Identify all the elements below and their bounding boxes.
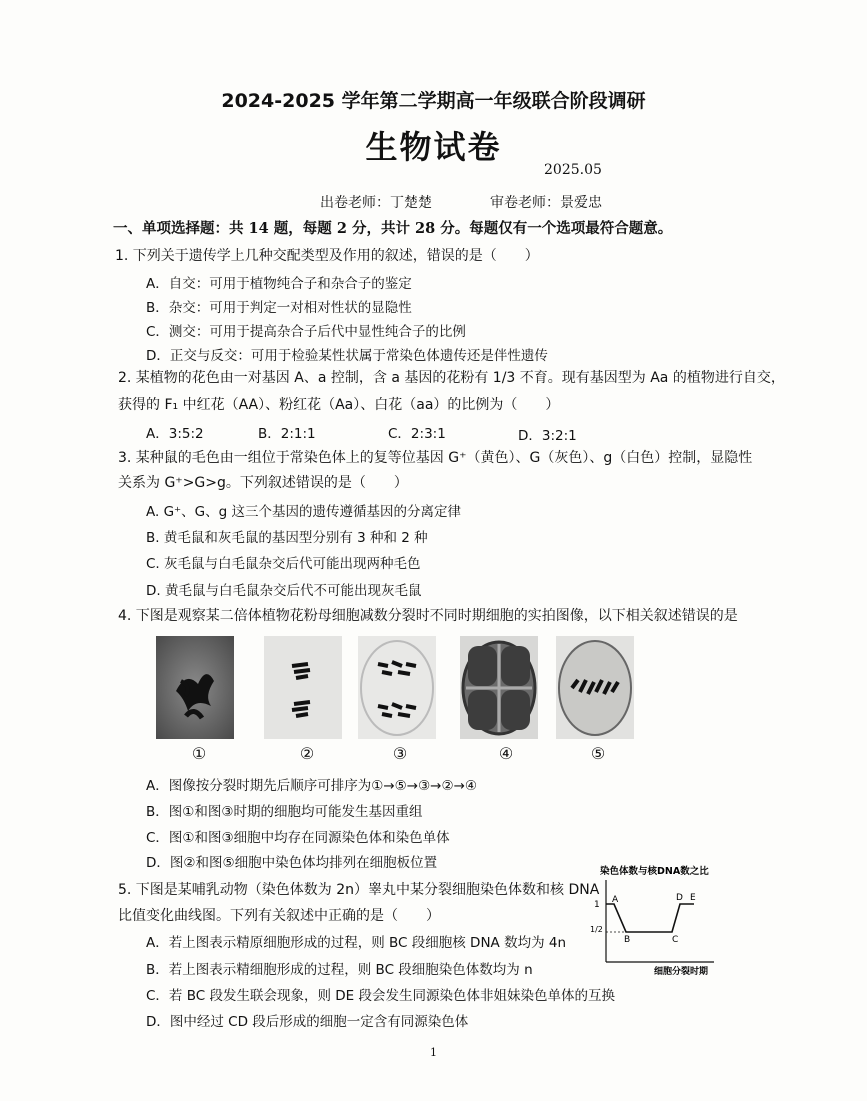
q3-option-d: D. 黄毛鼠与白毛鼠杂交后代不可能出现灰毛鼠 <box>146 583 422 599</box>
graph-tick-1: 1 <box>594 900 600 910</box>
micrograph-5 <box>556 636 634 739</box>
q1-option-c: C．测交：可用于提高杂合子后代中显性纯合子的比例 <box>146 324 466 340</box>
teacher-line <box>320 192 660 212</box>
micrograph-label-5: ⑤ <box>590 744 606 763</box>
q3-option-a: A. G⁺、G、g 这三个基因的遗传遵循基因的分离定律 <box>146 504 461 520</box>
q5-option-d: D．图中经过 CD 段后形成的细胞一定含有同源染色体 <box>146 1014 469 1030</box>
q1-stem: 1. 下列关于遗传学上几种交配类型及作用的叙述，错误的是（ ） <box>115 248 539 264</box>
q3-option-c: C. 灰毛鼠与白毛鼠杂交后代可能出现两种毛色 <box>146 556 421 572</box>
q3-stem-line2: 关系为 G⁺>G>g。下列叙述错误的是（ ） <box>118 475 408 491</box>
q5-option-a: A．若上图表示精原细胞形成的过程，则 BC 段细胞核 DNA 数均为 4n <box>146 935 567 951</box>
exam-date: 2025.05 <box>544 162 602 178</box>
micrograph-label-3: ③ <box>392 744 408 763</box>
q5-stem-line2: 比值变化曲线图。下列有关叙述中正确的是（ ） <box>118 908 440 924</box>
q4-option-b: B．图①和图③时期的细胞均可能发生基因重组 <box>146 804 423 820</box>
exam-title: 2024-2025 学年第二学期高一年级联合阶段调研 <box>221 90 646 112</box>
q3-option-b: B. 黄毛鼠和灰毛鼠的基因型分别有 3 种和 2 种 <box>146 530 428 546</box>
section-heading: 一、单项选择题：共 14 题，每题 2 分，共计 28 分。每题仅有一个选项最符合题意。 <box>113 220 673 237</box>
q4-option-a: A．图像按分裂时期先后顺序可排序为①→⑤→③→②→④ <box>146 778 477 794</box>
q2-option-c: C．2:3:1 <box>388 426 446 442</box>
graph-point-d: D <box>676 893 683 903</box>
q3-stem-line1: 3. 某种鼠的毛色由一组位于常染色体上的复等位基因 G⁺（黄色）、G（灰色）、g（白色）控制，显隐性 <box>118 450 753 466</box>
graph-ylabel: 染色体数与核DNA数之比 <box>600 866 709 877</box>
graph-curve <box>606 904 694 932</box>
graph-tick-half: 1/2 <box>590 925 603 934</box>
q2-option-b: B．2:1:1 <box>258 426 316 442</box>
micrograph-1 <box>156 636 234 739</box>
q4-stem: 4. 下图是观察某二倍体植物花粉母细胞减数分裂时不同时期细胞的实拍图像，以下相关叙述错误的是 <box>118 608 738 624</box>
graph-point-b: B <box>624 935 631 945</box>
graph-point-c: C <box>672 935 679 945</box>
q4-option-d: D．图②和图⑤细胞中染色体均排列在细胞板位置 <box>146 855 438 871</box>
q1-option-a: A．自交：可用于植物纯合子和杂合子的鉴定 <box>146 276 412 292</box>
micrograph-4 <box>460 636 538 739</box>
q2-option-d: D．3:2:1 <box>518 428 577 444</box>
graph-point-e: E <box>690 893 696 903</box>
q4-option-c: C．图①和图③细胞中均存在同源染色体和染色单体 <box>146 830 450 846</box>
q1-option-d: D．正交与反交：可用于检验某性状属于常染色体遗传还是伴性遗传 <box>146 348 548 364</box>
micrograph-label-2: ② <box>299 744 315 763</box>
q2-stem-line2: 获得的 F₁ 中红花（AA）、粉红花（Aa）、白花（aa）的比例为（ ） <box>118 397 560 413</box>
ratio-graph <box>590 860 720 978</box>
page-number: 1 <box>430 1046 437 1059</box>
q5-stem-line1: 5. 下图是某哺乳动物（染色体数为 2n）睾丸中某分裂细胞染色体数和核 DNA <box>118 882 600 898</box>
q1-option-b: B．杂交：可用于判定一对相对性状的显隐性 <box>146 300 412 316</box>
q2-option-a: A．3:5:2 <box>146 426 204 442</box>
micrograph-2 <box>264 636 342 739</box>
q5-option-c: C．若 BC 段发生联会现象，则 DE 段会发生同源染色体非姐妹染色单体的互换 <box>146 988 615 1004</box>
graph-xlabel: 细胞分裂时期 <box>654 967 709 977</box>
exam-subject: 生物试卷 <box>365 128 502 166</box>
micrograph-3 <box>358 636 436 739</box>
micrograph-label-1: ① <box>191 744 207 763</box>
author-label: 出卷老师：丁楚楚 <box>320 195 432 211</box>
q5-option-b: B．若上图表示精细胞形成的过程，则 BC 段细胞染色体数均为 n <box>146 962 533 978</box>
q2-stem-line1: 2. 某植物的花色由一对基因 A、a 控制，含 a 基因的花粉有 1/3 不育。现有基因型为 Aa 的植物进行自交， <box>118 370 785 386</box>
micrograph-label-4: ④ <box>498 744 514 763</box>
reviewer-label: 审卷老师：景爱忠 <box>490 195 602 211</box>
graph-point-a: A <box>612 895 619 905</box>
